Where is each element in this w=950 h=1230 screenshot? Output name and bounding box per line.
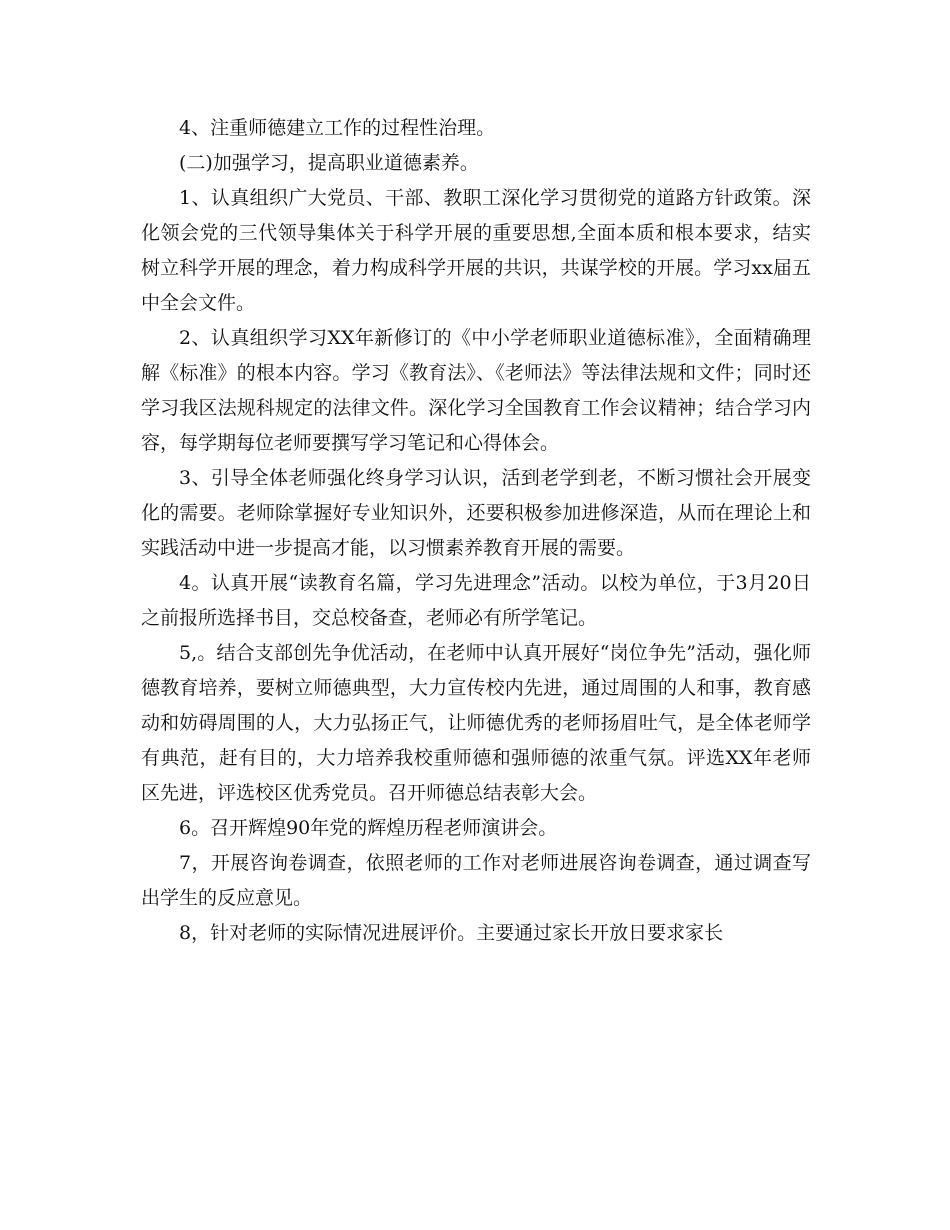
paragraph-1: 4、注重师德建立工作的过程性治理。 xyxy=(179,117,496,139)
document-page xyxy=(141,111,811,951)
paragraph-item-1: 1、认真组织广大党员、干部、教职工深化学习贯彻党的道路方针政策。深化领会党的三代领导集体关于科学开展的重要思想,全面本质和根本要求，结实树立科学开展的理念，着力构成科学开展的共识，共谋学校的开展。学习xx届五中全会文件。 xyxy=(141,187,811,314)
paragraph-item-7: 7，开展咨询卷调查，依照老师的工作对老师进展咨询卷调查，通过调查写出学生的反应意见。 xyxy=(141,852,811,909)
paragraph-item-8: 8，针对老师的实际情况进展评价。主要通过家长开放日要求家长 xyxy=(179,922,724,944)
paragraph-item-6: 6。召开辉煌90年党的辉煌历程老师演讲会。 xyxy=(179,817,558,839)
paragraph-item-4: 4。认真开展“读教育名篇，学习先进理念”活动。以校为单位，于3月20日之前报所选择书目，交总校备查，老师必有所学笔记。 xyxy=(141,572,811,629)
paragraph-item-5: 5,。结合支部创先争优活动，在老师中认真开展好“岗位争先”活动，强化师德教育培养，要树立师德典型，大力宣传校内先进，通过周围的人和事，教育感动和妨碍周围的人，大力弘扬正气，让师德优秀的老师扬眉吐气，是全体老师学有典范，赶有目的，大力培养我校重师德和强师德的浓重气氛。评选XX年老师区先进，评选校区优秀党员。召开师德总结表彰大会。 xyxy=(141,642,811,804)
paragraph-item-3: 3、引导全体老师强化终身学习认识，活到老学到老，不断习惯社会开展变化的需要。老师除掌握好专业知识外，还要积极参加进修深造，从而在理论上和实践活动中进一步提高才能，以习惯素养教育开展的需要。 xyxy=(141,467,811,559)
section-heading: (二)加强学习，提高职业道德素养。 xyxy=(179,152,479,174)
paragraph-item-2: 2、认真组织学习XX年新修订的《中小学老师职业道德标准》，全面精确理解《标准》的根本内容。学习《教育法》、《老师法》等法律法规和文件；同时还学习我区法规科规定的法律文件。深化学习全国教育工作会议精神；结合学习内容，每学期每位老师要撰写学习笔记和心得体会。 xyxy=(141,327,811,454)
